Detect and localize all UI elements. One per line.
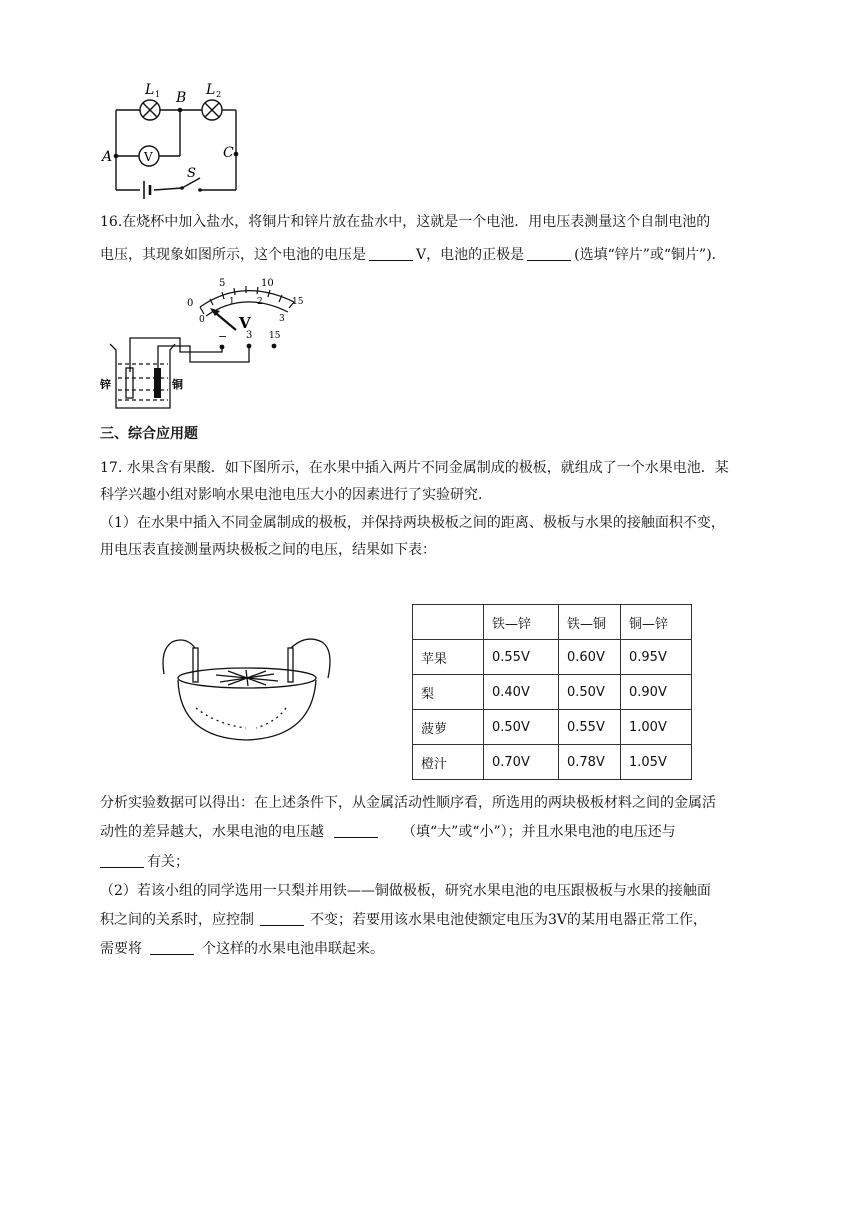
q17-part2-line2 bbox=[100, 910, 707, 930]
table-cell: 0.50V bbox=[559, 675, 621, 710]
q16-line2-b: V，电池的正极是 bbox=[416, 247, 525, 263]
table-cell: 0.70V bbox=[484, 745, 559, 780]
other-factor-answer-blank[interactable] bbox=[100, 853, 144, 868]
q17-part2-line3 bbox=[100, 939, 384, 959]
table-cell: 梨 bbox=[413, 675, 484, 710]
electrode-zinc-label: 锌 bbox=[100, 378, 111, 391]
label-c: C bbox=[223, 145, 234, 161]
electrode-copper-label: 铜 bbox=[172, 378, 183, 391]
voltage-trend-answer-blank[interactable] bbox=[334, 823, 378, 838]
table-cell: 0.55V bbox=[484, 640, 559, 675]
q17-analysis2-b: （填“大”或“小”）；并且水果电池的电压还与 bbox=[402, 824, 676, 840]
scale-zero-top: 0 bbox=[187, 298, 194, 309]
q16-line2-c: (选填“锌片”或“铜片”)． bbox=[574, 247, 726, 263]
section3-heading: 三、综合应用题 bbox=[100, 426, 198, 442]
scale-bottom-2: 2 bbox=[257, 297, 263, 307]
q17-analysis3 bbox=[100, 852, 189, 872]
q17-part1-line1: （1）在水果中插入不同金属制成的极板，并保持两块极板之间的距离、极板与水果的接触面积不变， bbox=[100, 515, 725, 531]
scale-bottom-3: 3 bbox=[279, 314, 285, 324]
table-cell: 0.55V bbox=[559, 710, 621, 745]
fruit-voltage-table bbox=[412, 604, 692, 780]
table-cell: 0.40V bbox=[484, 675, 559, 710]
q17-analysis2 bbox=[100, 822, 676, 842]
table-cell: 菠萝 bbox=[413, 710, 484, 745]
scale-top-10: 10 bbox=[261, 278, 274, 289]
table-cell: 1.05V bbox=[621, 745, 692, 780]
label-s: S bbox=[187, 166, 196, 181]
label-v: V bbox=[144, 150, 153, 164]
q17-part2-line1: （2）若该小组的同学选用一只梨并用铁——铜做极板，研究水果电池的电压跟极板与水果的接触面 bbox=[100, 883, 711, 899]
q17-part2-line2-a: 积之间的关系时，应控制 bbox=[100, 912, 254, 928]
q17-part1-line2: 用电压表直接测量两块极板之间的电压，结果如下表： bbox=[100, 542, 436, 558]
label-l1: L bbox=[145, 82, 155, 98]
table-header-cell bbox=[413, 605, 484, 640]
table-cell: 1.00V bbox=[621, 710, 692, 745]
label-b: B bbox=[176, 90, 187, 106]
q16-line2 bbox=[100, 245, 726, 265]
voltage-answer-blank[interactable] bbox=[369, 246, 413, 261]
fruit-battery-figure bbox=[156, 628, 336, 746]
terminal-3: 3 bbox=[246, 330, 253, 341]
table-header-row bbox=[413, 605, 692, 640]
table-row bbox=[413, 640, 692, 675]
table-row bbox=[413, 675, 692, 710]
q16-line1: 16.在烧杯中加入盐水，将铜片和锌片放在盐水中，这就是一个电池．用电压表测量这个自制电池的 bbox=[100, 214, 711, 230]
table-row bbox=[413, 745, 692, 780]
scale-top-15: 15 bbox=[292, 297, 304, 307]
q16-line2-a: 电压，其现象如图所示，这个电池的电压是 bbox=[100, 247, 366, 263]
meter-v-label: V bbox=[239, 314, 251, 332]
battery-count-answer-blank[interactable] bbox=[150, 940, 194, 955]
voltmeter-beaker-figure bbox=[98, 272, 318, 417]
table-cell: 0.95V bbox=[621, 640, 692, 675]
scale-bottom-1: 1 bbox=[229, 297, 235, 307]
table-header-cell: 铁—铜 bbox=[559, 605, 621, 640]
q17-analysis3-text: 有关； bbox=[147, 854, 189, 870]
q17-analysis1: 分析实验数据可以得出：在上述条件下，从金属活动性顺序看，所选用的两块极板材料之间的金属活 bbox=[100, 795, 716, 811]
terminal-minus: − bbox=[218, 330, 228, 343]
table-cell: 苹果 bbox=[413, 640, 484, 675]
q17-analysis2-a: 动性的差异越大，水果电池的电压越 bbox=[100, 824, 324, 840]
table-cell: 0.50V bbox=[484, 710, 559, 745]
scale-bottom-0: 0 bbox=[199, 315, 205, 325]
q17-part2-line3-b: 个这样的水果电池串联起来。 bbox=[202, 941, 384, 957]
table-row bbox=[413, 710, 692, 745]
circuit-diagram bbox=[96, 80, 256, 200]
q17-part2-line2-b: 不变；若要用该水果电池使额定电压为3V的某用电器正常工作， bbox=[310, 912, 708, 928]
table-cell: 0.60V bbox=[559, 640, 621, 675]
q17-intro2: 科学兴趣小组对影响水果电池电压大小的因素进行了实验研究． bbox=[100, 487, 492, 503]
table-cell: 0.78V bbox=[559, 745, 621, 780]
label-a: A bbox=[102, 149, 113, 165]
table-cell: 橙汁 bbox=[413, 745, 484, 780]
q17-intro1: 17. 水果含有果酸．如下图所示，在水果中插入两片不同金属制成的极板，就组成了一个水果电池．某 bbox=[100, 460, 729, 476]
terminal-15: 15 bbox=[269, 331, 281, 341]
scale-top-5: 5 bbox=[219, 278, 226, 289]
table-header-cell: 铜—锌 bbox=[621, 605, 692, 640]
label-l2-sub: 2 bbox=[216, 90, 222, 99]
label-l2: L bbox=[206, 82, 216, 98]
controlled-variable-answer-blank[interactable] bbox=[260, 911, 304, 926]
table-header-cell: 铁—锌 bbox=[484, 605, 559, 640]
table-cell: 0.90V bbox=[621, 675, 692, 710]
q17-part2-line3-a: 需要将 bbox=[100, 941, 142, 957]
label-l1-sub: 1 bbox=[155, 90, 161, 99]
positive-electrode-answer-blank[interactable] bbox=[527, 246, 571, 261]
